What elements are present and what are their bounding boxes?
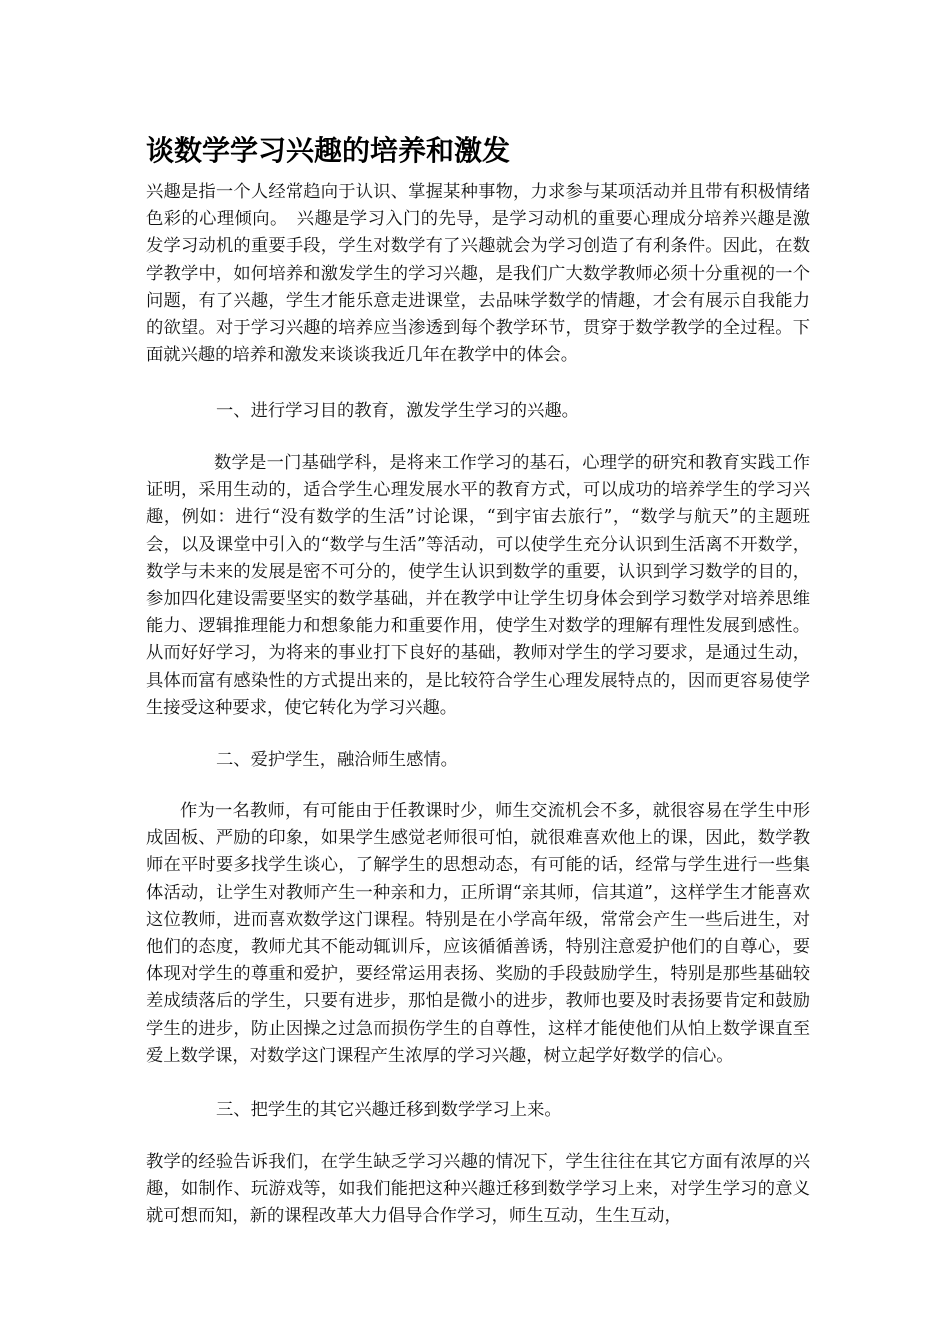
section-1-heading: 一、进行学习目的教育，激发学生学习的兴趣。 [216, 401, 579, 421]
section-2-body: 作为一名教师，有可能由于任教课时少，师生交流机会不多，就很容易在学生中形成固板、严励的印象，如果学生感觉老师很可怕，就很难喜欢他上的课，因此，数学教师在平时要多找学生谈心，了解学生的思想动态，有可能的话，经常与学生进行一些集体活动，让学生对教师产生一种亲和力，正所谓“亲其师，信其道”，这样学生才能喜欢这位教师，进而喜欢数学这门课程。特别是在小学高年级，常常会产生一些后进生，对他们的态度，教师尤其不能动辄训斥，应该循循善诱，特别注意爱护他们的自尊心，要体现对学生的尊重和爱护，要经常运用表扬、奖励的手段鼓励学生，特别是那些基础较差成绩落后的学生，只要有进步，那怕是微小的进步，教师也要及时表扬要肯定和鼓励学生的进步，防止因操之过急而损伤学生的自尊性，这样才能使他们从怕上数学课直至爱上数学课，对数学这门课程产生浓厚的学习兴趣，树立起学好数学的信心。 [146, 801, 810, 1066]
section-3-heading: 三、把学生的其它兴趣迁移到数学学习上来。 [216, 1100, 562, 1120]
intro-paragraph: 兴趣是指一个人经常趋向于认识、掌握某种事物，力求参与某项活动并且带有积极情绪色彩的心理倾向。 兴趣是学习入门的先导，是学习动机的重要心理成分培养兴趣是激发学习动机的重要手段，学生对数学有了兴趣就会为学习创造了有利条件。因此，在数学教学中，如何培养和激发学生的学习兴趣，是我们广大数学教师必须十分重视的一个问题，有了兴趣，学生才能乐意走进课堂，去品味学数学的情趣，才会有展示自我能力的欲望。对于学习兴趣的培养应当渗透到每个教学环节，贯穿于数学教学的全过程。下面就兴趣的培养和激发来谈谈我近几年在教学中的体会。 [146, 182, 810, 366]
document-title: 谈数学学习兴趣的培养和激发 [146, 134, 511, 167]
section-1-body: 数学是一门基础学科，是将来工作学习的基石，心理学的研究和教育实践工作证明，采用生动的，适合学生心理发展水平的教育方式，可以成功的培养学生的学习兴趣，例如：进行“没有数学的生活”讨论课，“到宇宙去旅行”，“数学与航天”的主题班会，以及课堂中引入的“数学与生活”等活动，可以使学生充分认识到生活离不开数学，数学与未来的发展是密不可分的，使学生认识到数学的重要，认识到学习数学的目的，参加四化建设需要坚实的数学基础，并在教学中让学生切身体会到学习数学对培养思维能力、逻辑推理能力和想象能力和重要作用，使学生对数学的理解有理性发展到感性。从而好好学习，为将来的事业打下良好的基础，教师对学生的学习要求，是通过生动，具体而富有感染性的方式提出来的，是比较符合学生心理发展特点的，因而更容易使学生接受这种要求，使它转化为学习兴趣。 [146, 453, 810, 718]
section-3-body: 教学的经验告诉我们，在学生缺乏学习兴趣的情况下，学生往往在其它方面有浓厚的兴趣，如制作、玩游戏等，如我们能把这种兴趣迁移到数学学习上来，对学生学习的意义就可想而知，新的课程改革大力倡导合作学习，师生互动，生生互动， [146, 1152, 810, 1227]
section-2-heading: 二、爱护学生，融洽师生感情。 [216, 750, 458, 770]
